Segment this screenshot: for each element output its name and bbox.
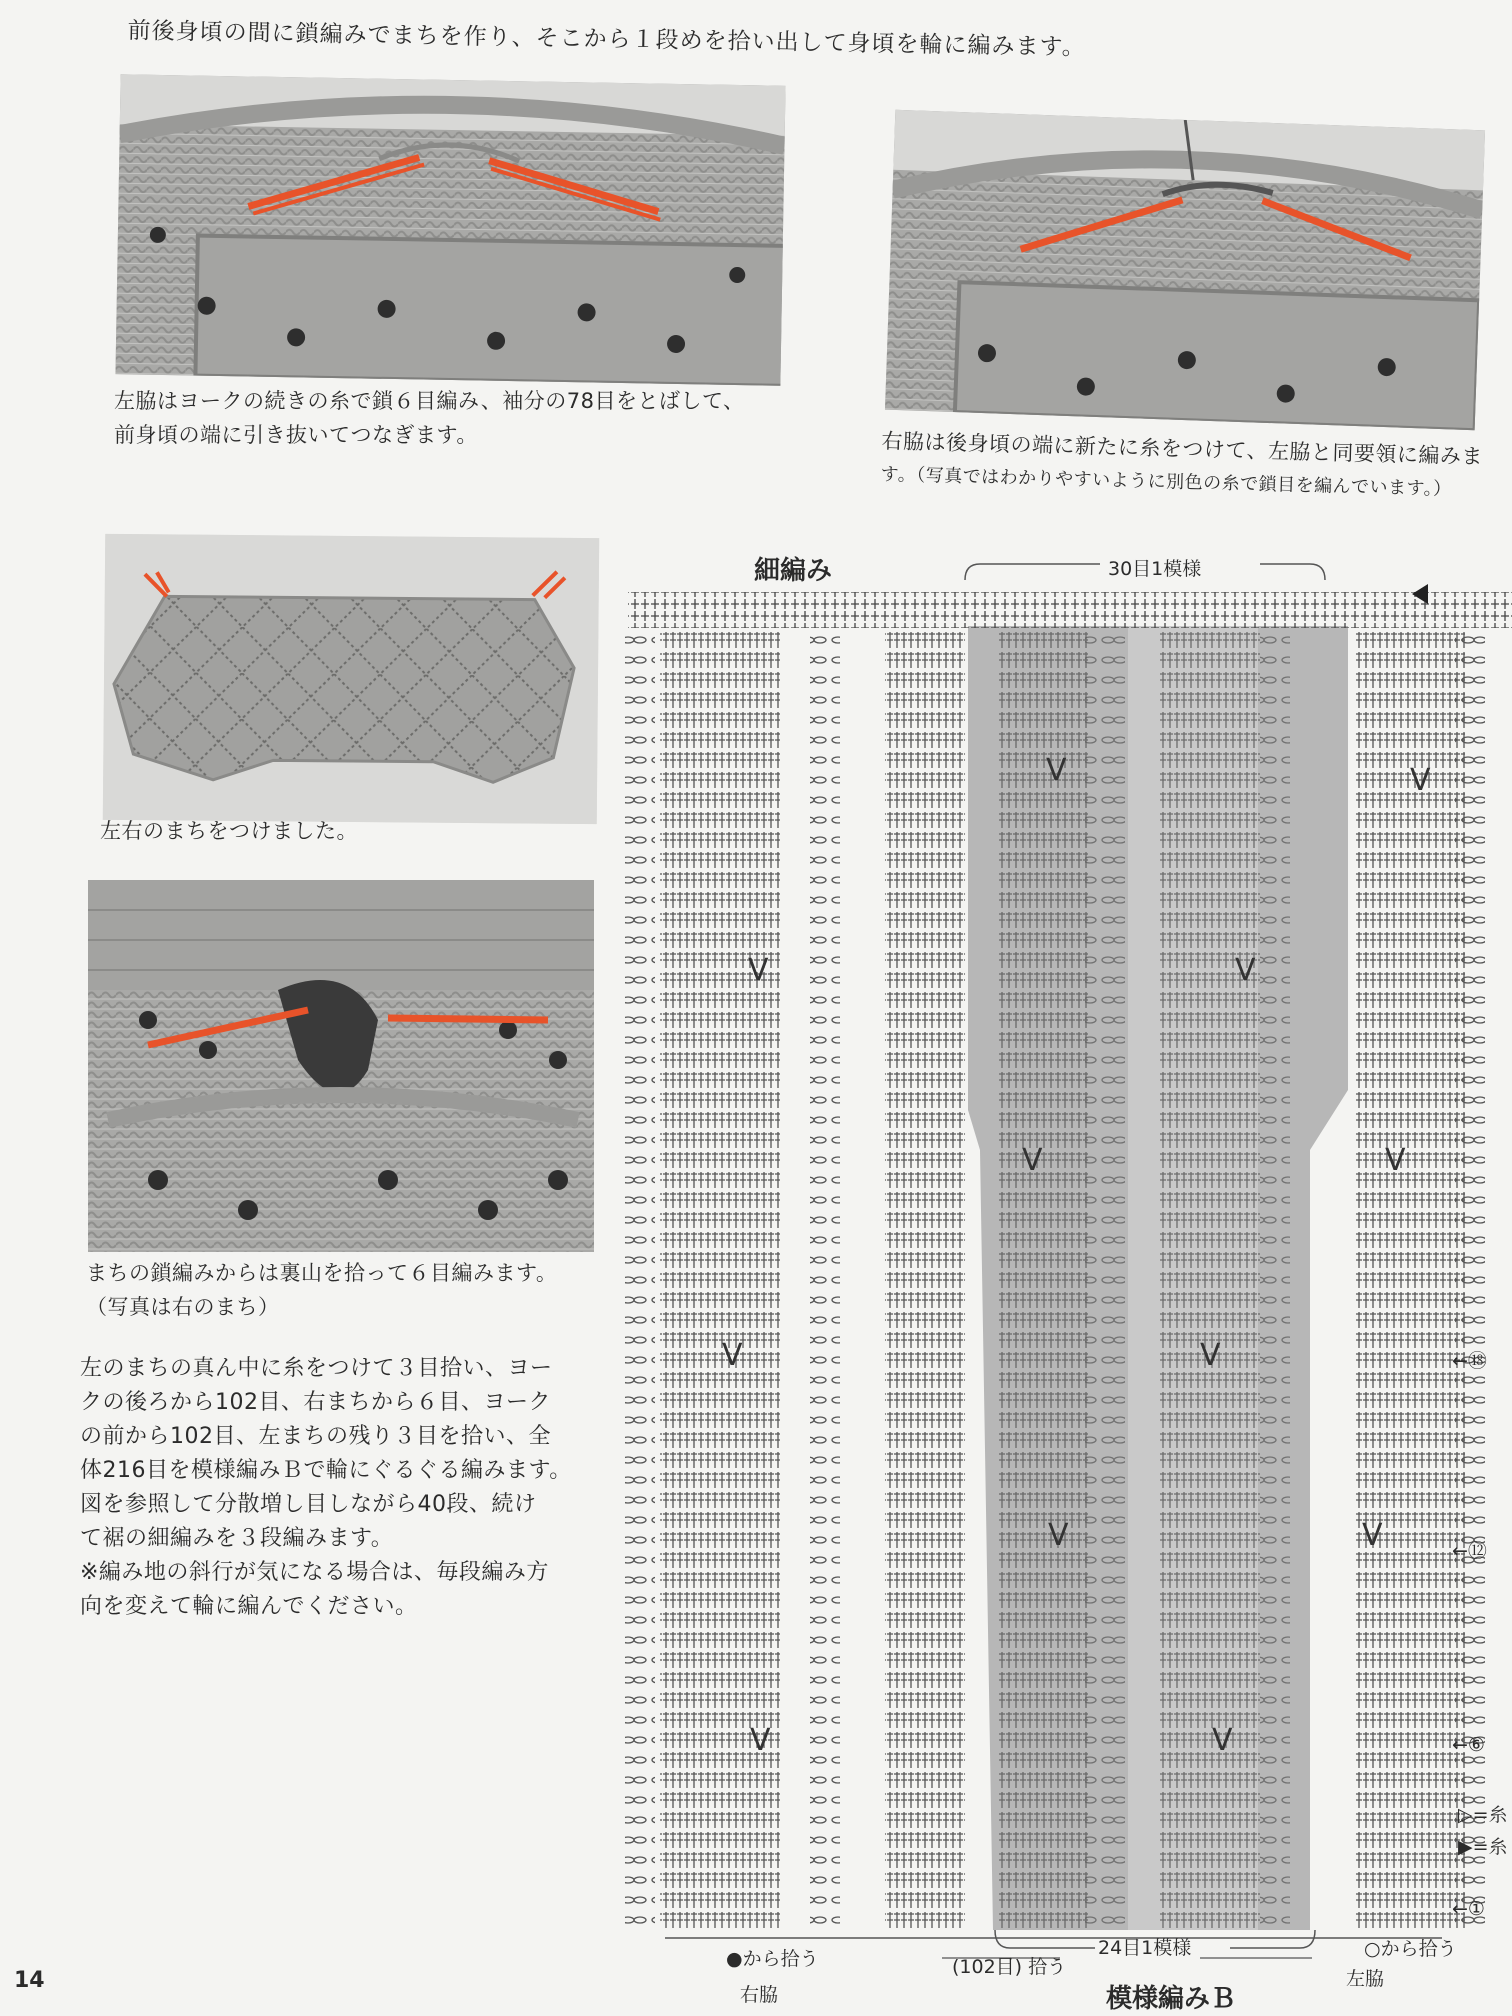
caption-pickup: まちの鎖編みからは裏山を拾って６目編みます。 （写真は右のまち）	[86, 1261, 558, 1319]
instructions-paragraph	[80, 1352, 572, 1624]
pickup-right-label: ●から拾う	[726, 1948, 819, 1970]
photo-right-gusset	[885, 110, 1485, 430]
repeat-top-label: 30目1模様	[1108, 558, 1202, 580]
left-side-label: 左脇	[1346, 1968, 1385, 1990]
svg-text:V: V	[722, 1338, 743, 1373]
row-marker-6: ←⑥	[1452, 1734, 1485, 1756]
legend-open-triangle: ▷=糸	[1458, 1804, 1508, 1826]
instruction-line: 向を変えて輪に編んでください。	[80, 1594, 418, 1619]
svg-text:V: V	[1048, 1518, 1069, 1553]
photo-left-gusset	[115, 74, 785, 386]
pattern-name: 模様編みＢ	[1106, 1984, 1237, 2014]
pickup-count-label: (102目) 拾う	[952, 1956, 1067, 1978]
caption-right-gusset: 右脇は後身頃の端に新たに糸をつけて、左脇と同要領に編みま す。（写真ではわかりやすいように別色の糸で鎖目を編んでいます。）	[880, 428, 1484, 500]
svg-text:V: V	[1410, 763, 1431, 798]
repeat-bottom-label: 24目1模様	[1098, 1937, 1192, 1959]
intro-text: 前後身頃の間に鎖編みでまちを作り、そこから１段めを拾い出して身頃を輪に編みます。	[127, 17, 1086, 61]
crochet-chart	[620, 550, 1512, 2016]
svg-text:V: V	[1022, 1143, 1043, 1178]
pickup-left-label: ○から拾う	[1364, 1938, 1457, 1960]
instruction-line: 図を参照して分散増し目しながら40段、続け	[80, 1492, 537, 1517]
row-marker-18: ←⑱	[1452, 1350, 1487, 1372]
right-side-label: 右脇	[740, 1984, 779, 2006]
instruction-line: て裾の細編みを３段編みます。	[80, 1526, 394, 1551]
caption-both-gussets: 左右のまちをつけました。	[100, 819, 358, 843]
svg-text:V: V	[748, 953, 769, 988]
instruction-line: 体216目を模様編みＢで輪にぐるぐる編みます。	[80, 1458, 572, 1483]
instruction-line: クの後ろから102目、右まちから６目、ヨーク	[80, 1390, 551, 1415]
page-number: 14	[14, 1968, 45, 1993]
instruction-line: の前から102目、左まちの残り３目を拾い、全	[80, 1424, 551, 1449]
caption-left-gusset: 左脇はヨークの続きの糸で鎖６目編み、袖分の78目をとばして、 前身頃の端に引き抜いてつなぎます。	[114, 389, 745, 447]
photo-pickup	[88, 880, 594, 1252]
row-marker-1: ←①	[1452, 1898, 1485, 1920]
svg-text:V: V	[1046, 753, 1067, 788]
svg-text:V: V	[1200, 1338, 1221, 1373]
svg-text:V: V	[750, 1723, 771, 1758]
edging-label: 細編み	[754, 556, 833, 586]
legend-filled-triangle: ▶=糸	[1458, 1836, 1508, 1858]
photo-both-gussets	[103, 534, 599, 824]
svg-text:V: V	[1385, 1143, 1406, 1178]
svg-text:V: V	[1212, 1723, 1233, 1758]
instruction-line: 左のまちの真ん中に糸をつけて３目拾い、ヨー	[80, 1356, 553, 1381]
svg-text:V: V	[1235, 953, 1256, 988]
svg-text:V: V	[1362, 1518, 1383, 1553]
instruction-line: ※編み地の斜行が気になる場合は、毎段編み方	[80, 1560, 549, 1585]
row-marker-12: ←⑫	[1452, 1540, 1487, 1562]
